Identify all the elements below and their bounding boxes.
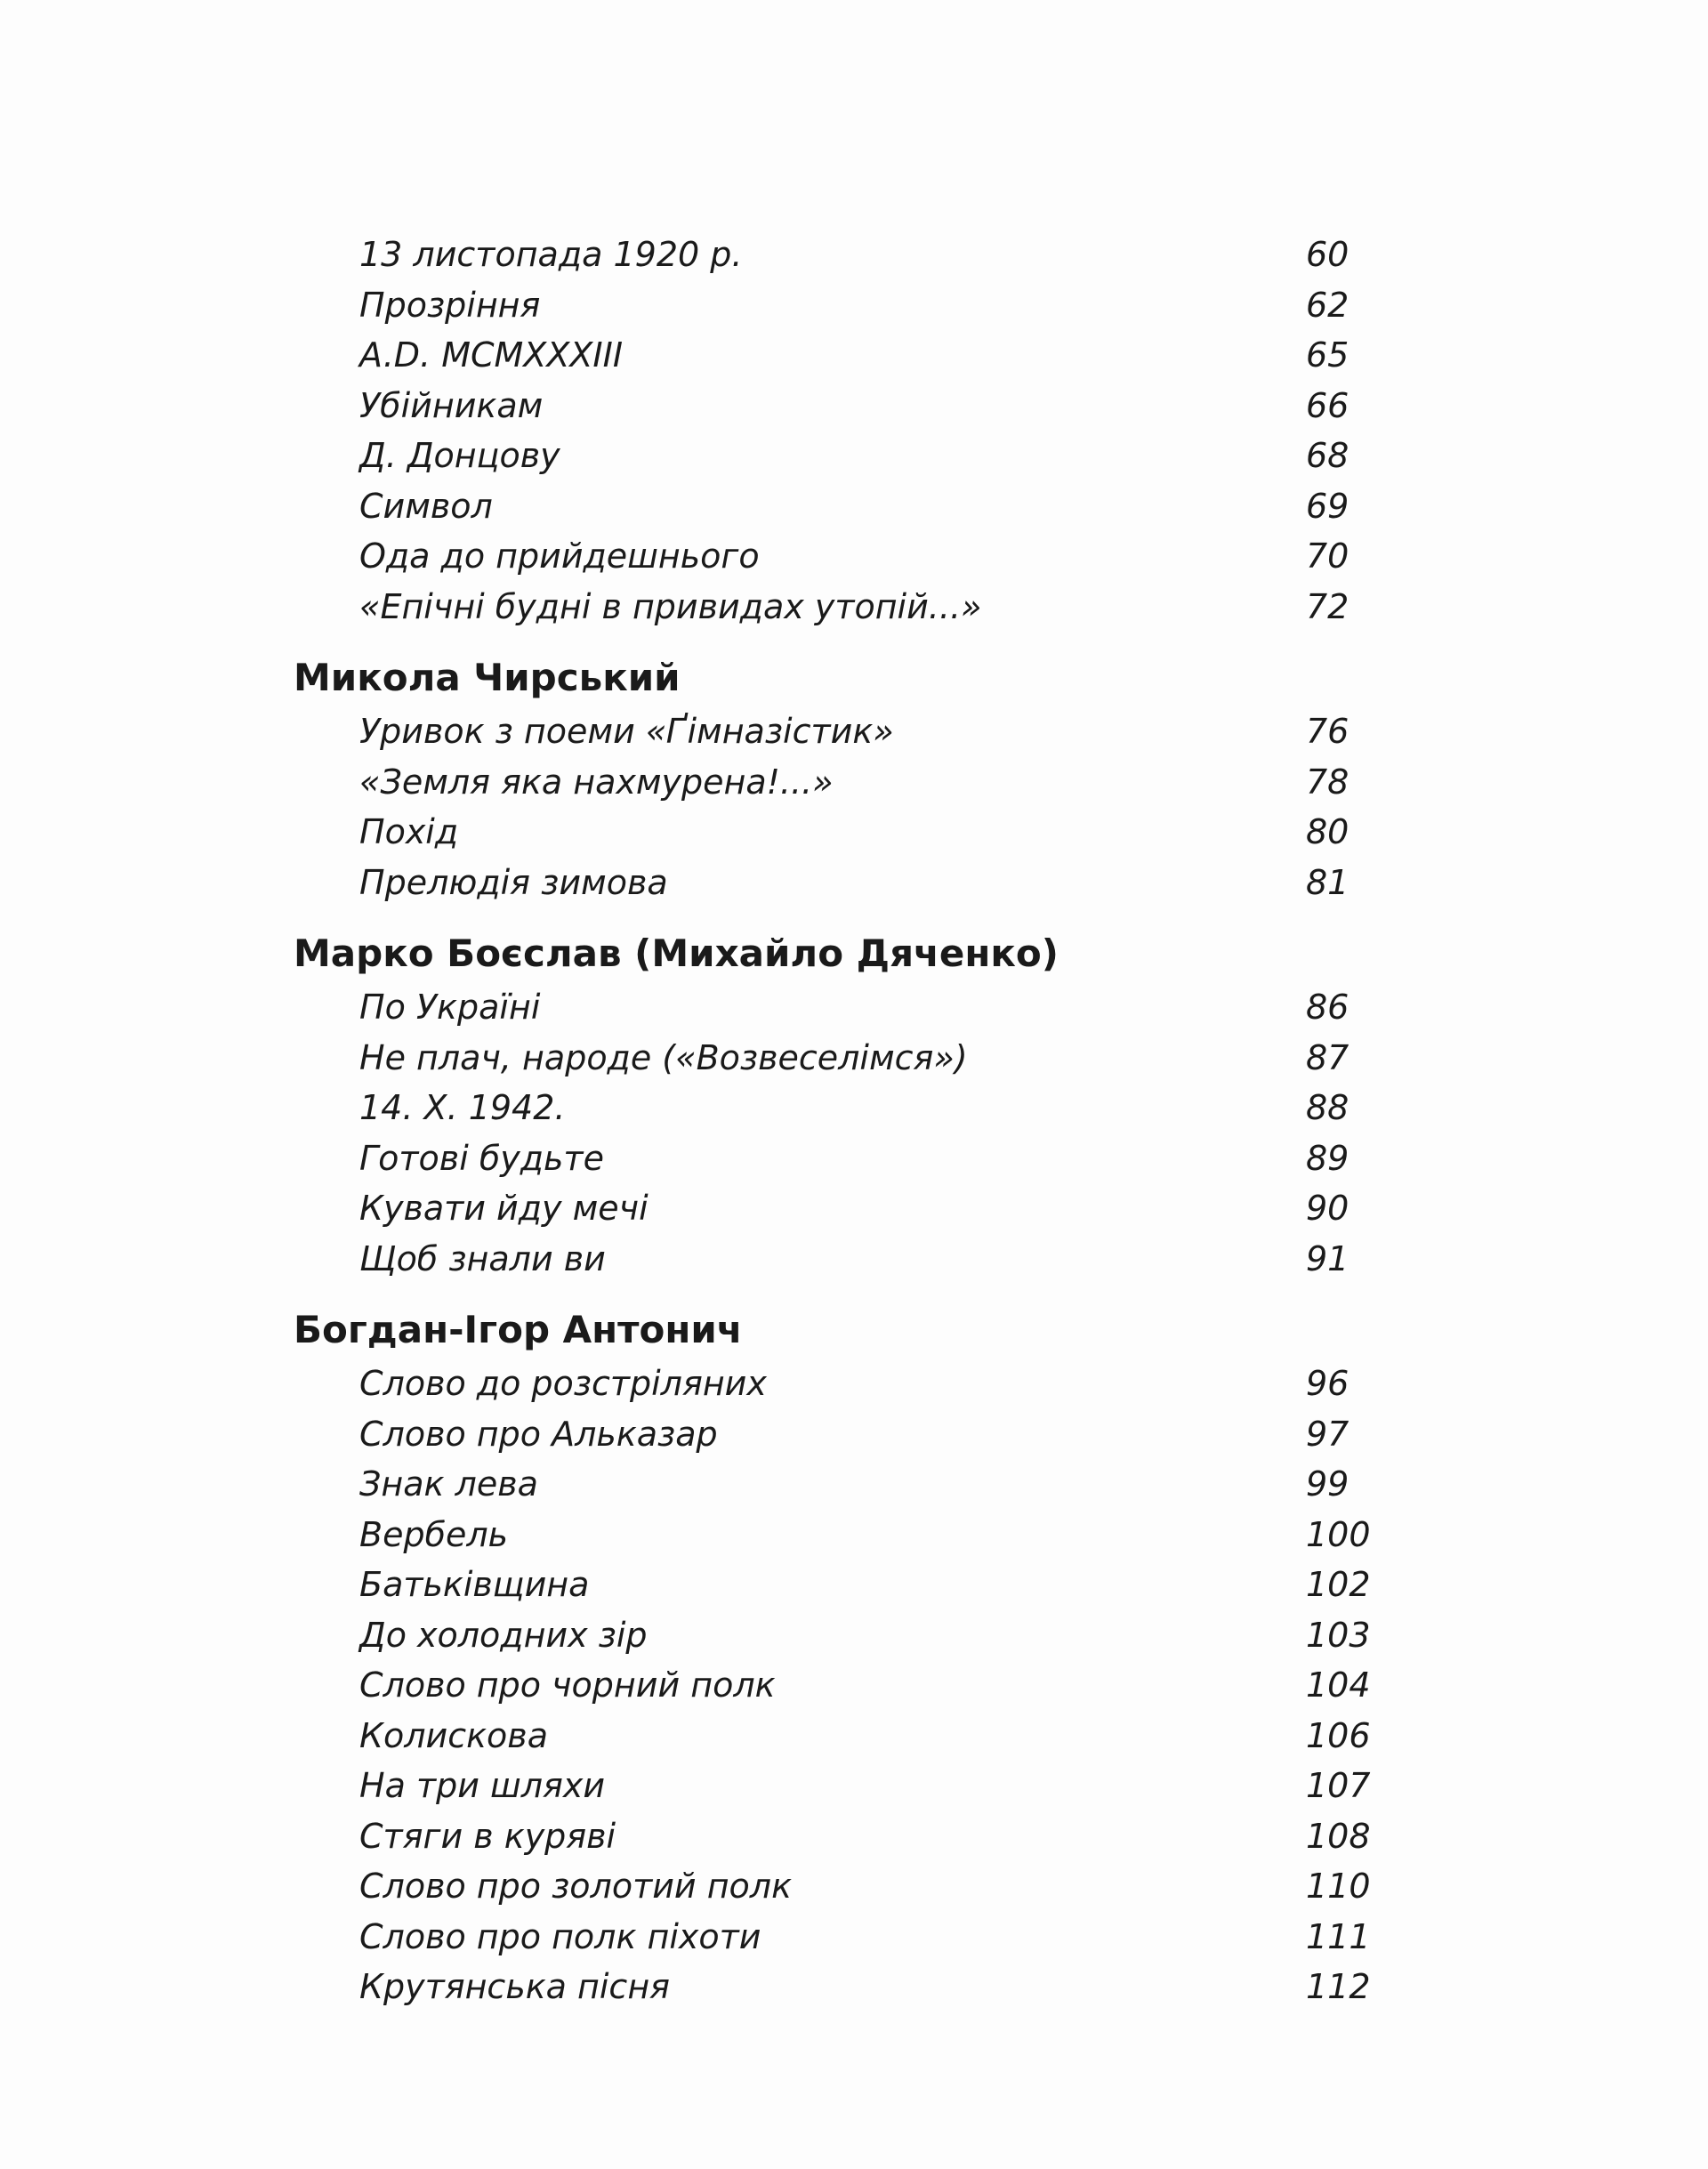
entry-page-number: 62 [1306, 285, 1349, 325]
entry-page-number: 68 [1306, 436, 1349, 475]
entry-title: Уривок з поеми «Ґімназістик» [359, 712, 894, 751]
entry-title: «Епічні будні в привидах утопій...» [359, 586, 982, 626]
entry-title: На три шляхи [359, 1766, 606, 1805]
entry-title: Знак лева [359, 1464, 538, 1504]
toc-entry [294, 1183, 1414, 1234]
toc-entry [294, 1133, 1414, 1184]
entry-page-number: 89 [1306, 1138, 1349, 1178]
entry-page-number: 111 [1306, 1916, 1371, 1956]
author-heading: Микола Чирський [294, 656, 681, 699]
entry-page-number: 106 [1306, 1715, 1371, 1755]
toc-entry [294, 1861, 1414, 1912]
entry-title: Колискова [359, 1715, 548, 1755]
entry-page-number: 103 [1306, 1615, 1371, 1655]
entry-title: Слово про полк піхоти [359, 1916, 761, 1956]
entry-title: Убійникам [359, 385, 544, 425]
entry-page-number: 107 [1306, 1766, 1371, 1805]
author-heading: Богдан-Ігор Антонич [294, 1308, 743, 1351]
entry-page-number: 99 [1306, 1464, 1349, 1504]
entry-title: Похід [359, 812, 459, 851]
toc-entry [294, 858, 1414, 908]
entry-title: Кувати йду мечі [359, 1189, 649, 1228]
entry-page-number: 87 [1306, 1037, 1349, 1077]
entry-title: Прелюдія зимова [359, 862, 668, 902]
toc-entry [294, 1409, 1414, 1460]
entry-page-number: 69 [1306, 486, 1349, 526]
toc-entry [294, 330, 1414, 381]
toc-entry [294, 1083, 1414, 1133]
toc-entry [294, 982, 1414, 1033]
toc-entry [294, 431, 1414, 481]
toc-entry [294, 1033, 1414, 1084]
toc-entry [294, 1660, 1414, 1711]
entry-page-number: 80 [1306, 812, 1349, 851]
entry-page-number: 104 [1306, 1665, 1371, 1705]
entry-page-number: 86 [1306, 988, 1349, 1027]
entry-page-number: 102 [1306, 1565, 1371, 1604]
entry-title: По Україні [359, 988, 541, 1027]
entry-page-number: 100 [1306, 1514, 1371, 1554]
entry-page-number: 112 [1306, 1967, 1371, 2006]
toc-entry [294, 706, 1414, 757]
entry-page-number: 72 [1306, 586, 1349, 626]
entry-title: Символ [359, 486, 493, 526]
toc-entry [294, 381, 1414, 431]
entry-title: Не плач, народе («Возвеселімся») [359, 1037, 968, 1077]
toc-entry [294, 1811, 1414, 1862]
entry-title: Щоб знали ви [359, 1238, 606, 1278]
entry-page-number: 65 [1306, 335, 1349, 375]
entry-page-number: 81 [1306, 862, 1349, 902]
toc-entry [294, 1711, 1414, 1762]
entry-page-number: 60 [1306, 235, 1349, 274]
toc-entry [294, 582, 1414, 633]
entry-page-number: 78 [1306, 762, 1349, 802]
entry-title: Стяги в куряві [359, 1816, 616, 1856]
toc-entry [294, 531, 1414, 582]
toc-entry [294, 280, 1414, 331]
entry-page-number: 70 [1306, 536, 1349, 576]
entry-page-number: 91 [1306, 1238, 1349, 1278]
entry-title: Слово до розстріляних [359, 1364, 767, 1403]
toc-entry [294, 230, 1414, 280]
entry-page-number: 88 [1306, 1088, 1349, 1127]
toc-entry [294, 1234, 1414, 1285]
entry-page-number: 96 [1306, 1364, 1349, 1403]
toc-entry [294, 1459, 1414, 1510]
toc-entry [294, 1610, 1414, 1661]
toc-entry [294, 1962, 1414, 2012]
entry-title: 13 листопада 1920 р. [359, 235, 743, 274]
entry-page-number: 76 [1306, 712, 1349, 751]
entry-title: Прозріння [359, 285, 541, 325]
entry-page-number: 97 [1306, 1414, 1349, 1454]
entry-title: Вербель [359, 1514, 509, 1554]
toc-entry [294, 1912, 1414, 1963]
author-heading: Марко Боєслав (Михайло Дяченко) [294, 931, 1059, 975]
entry-title: «Земля яка нахмурена!...» [359, 762, 834, 802]
entry-title: Батьківщина [359, 1565, 590, 1604]
entry-title: A.D. MCMXXXIII [359, 335, 624, 375]
toc-entry [294, 1359, 1414, 1409]
table-of-contents [294, 230, 1414, 2012]
toc-entry [294, 481, 1414, 532]
entry-page-number: 110 [1306, 1867, 1371, 1906]
entry-page-number: 108 [1306, 1816, 1371, 1856]
toc-entry [294, 757, 1414, 808]
toc-entry [294, 807, 1414, 858]
entry-title: До холодних зір [359, 1615, 648, 1655]
entry-title: Д. Донцову [359, 436, 560, 475]
entry-title: Слово про Альказар [359, 1414, 718, 1454]
entry-title: 14. X. 1942. [359, 1088, 566, 1127]
entry-title: Крутянська пісня [359, 1967, 671, 2006]
entry-title: Слово про чорний полк [359, 1665, 776, 1705]
toc-entry [294, 1510, 1414, 1560]
entry-page-number: 66 [1306, 385, 1349, 425]
entry-title: Готові будьте [359, 1138, 604, 1178]
entry-page-number: 90 [1306, 1189, 1349, 1228]
toc-entry [294, 1761, 1414, 1811]
entry-title: Слово про золотий полк [359, 1867, 793, 1906]
entry-title: Ода до прийдешнього [359, 536, 760, 576]
toc-entry [294, 1560, 1414, 1610]
